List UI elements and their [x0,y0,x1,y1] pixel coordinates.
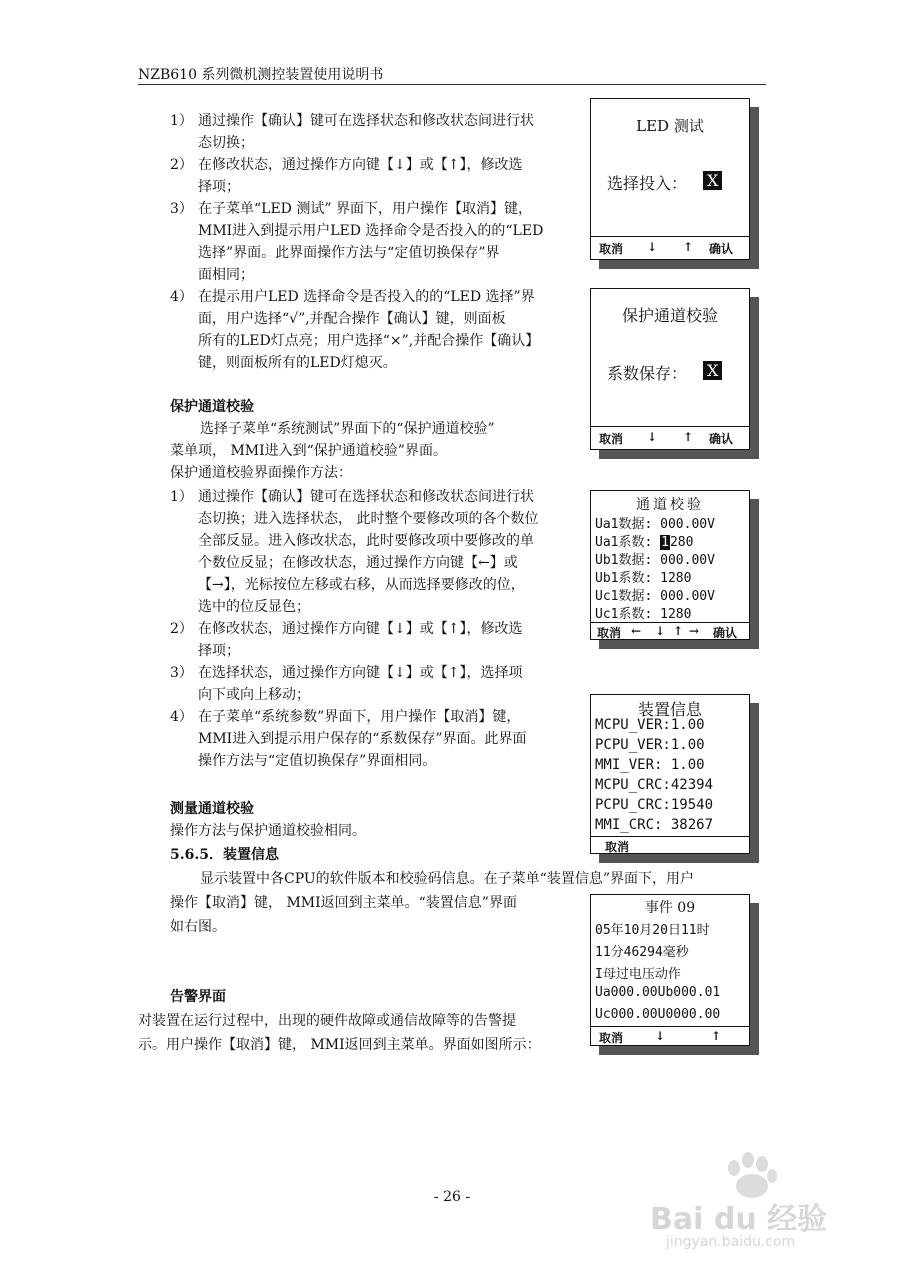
channel-confirm-key[interactable]: 确认 [713,626,738,640]
channel-calibration-screen [590,490,750,640]
coef-save-value[interactable]: X [703,361,722,380]
device-text-line2: 操作【取消】键， MMI返回到主菜单。“装置信息”界面 [170,895,517,911]
item-line: 个数位反显；在修改状态，通过操作方向键【←】或 [198,555,518,571]
channel-right-arrow-icon[interactable]: → [689,624,700,638]
coef-screen-title: 保护通道校验 [621,306,718,325]
channel-row: Ub1数据: 000.00V [595,553,715,568]
led-test-screen [590,98,750,260]
channel-row: Uc1系数: 1280 [595,607,692,622]
led-up-arrow-icon[interactable]: ↑ [683,240,694,254]
item-number: 1） [170,489,193,505]
alarm-text-line2: 示。用户操作【取消】键， MMI返回到主菜单。界面如图所示： [138,1037,541,1053]
channel-cursor-digit[interactable]: 1 [661,535,669,550]
item-line: MMI进入到提示用户LED 选择命令是否投入的的“LED [198,223,544,239]
header-rule [138,84,766,85]
watermark-brand: Bai du 经验 [650,1202,828,1237]
item-number: 4） [170,709,193,725]
item-line: 选择”界面。此界面操作方法与“定值切换保存”界 [198,245,500,261]
item-number: 1） [170,113,193,129]
device-text-line1: 显示装置中各CPU的软件版本和校验码信息。在子菜单“装置信息”界面下，用户 [200,871,694,887]
item-line: 态切换；进入选择状态， 此时整个要修改项的各个数位 [198,511,539,527]
page-number: - 26 - [433,1189,471,1205]
protect-intro-line1: 选择子菜单“系统测试”界面下的“保护通道校验” [200,421,495,437]
item-line: 态切换； [198,135,254,151]
event-cancel-key[interactable]: 取消 [599,1031,624,1045]
alarm-section-title: 告警界面 [170,989,226,1005]
coef-cancel-key[interactable]: 取消 [599,432,624,446]
item-line: 通过操作【确认】键可在选择状态和修改状态间进行状 [198,489,534,505]
item-line: 面，用户选择“√”,并配合操作【确认】键，则面板 [198,311,506,327]
device-info-row: PCPU_VER:1.00 [595,737,705,753]
event-row: Ua000.00Ub000.01 [595,985,721,1000]
channel-row: Uc1数据: 000.00V [595,589,715,604]
channel-left-arrow-icon[interactable]: ← [631,624,642,638]
event-softkey-bar [591,1026,749,1045]
measure-text: 操作方法与保护通道校验相同。 [170,823,366,839]
event-down-arrow-icon[interactable]: ↓ [655,1029,666,1043]
channel-screen-title: 通道校验 [636,497,704,513]
item-line: 在提示用户LED 选择命令是否投入的的“LED 选择”界 [198,289,535,305]
channel-row: Ua1数据: 000.00V [595,517,715,532]
item-line: 在选择状态，通过操作方向键【↓】或【↑】，选择项 [198,665,523,681]
device-info-row: MCPU_VER:1.00 [595,717,705,733]
channel-row [595,531,693,550]
device-screen-title: 装置信息 [637,700,702,719]
item-number: 3） [170,665,193,681]
alarm-text-line1: 对装置在运行过程中，出现的硬件故障或通信故障等的告警提 [138,1013,516,1029]
led-cancel-key[interactable]: 取消 [599,242,624,256]
watermark-url: jingyan.baidu.com [666,1234,796,1250]
baidu-watermark [646,1146,866,1256]
event-screen [590,894,750,1046]
device-softkey-bar [591,836,749,853]
measure-section-title: 测量通道校验 [170,801,254,817]
led-select-label: 选择投入： [607,174,688,193]
device-info-row: PCPU_CRC:19540 [595,797,714,813]
led-down-arrow-icon[interactable]: ↓ [647,240,658,254]
item-line: 通过操作【确认】键可在选择状态和修改状态间进行状 [198,113,534,129]
coef-up-arrow-icon[interactable]: ↑ [683,430,694,444]
document-header: NZB610 系列微机测控装置使用说明书 [138,67,384,83]
protect-section-title: 保护通道校验 [170,399,254,415]
channel-row-value: 280 [669,535,694,550]
item-line: 键，则面板所有的LED灯熄灭。 [198,355,397,371]
item-number: 2） [170,157,193,173]
protect-intro-line2: 菜单项， MMI进入到“保护通道校验”界面。 [170,443,447,459]
item-line: 所有的LED灯点亮；用户选择“×”,并配合操作【确认】 [198,333,540,349]
item-line: 在修改状态，通过操作方向键【↓】或【↑】，修改选 [198,157,523,173]
channel-down-arrow-icon[interactable]: ↓ [655,624,666,638]
led-screen-title: LED 测试 [636,117,704,135]
item-line: 操作方法与“定值切换保存”界面相同。 [198,753,437,769]
device-info-row: MMI_CRC: 38267 [595,817,714,833]
item-line: 在修改状态，通过操作方向键【↓】或【↑】，修改选 [198,621,523,637]
item-line: 择项； [198,179,240,195]
event-up-arrow-icon[interactable]: ↑ [711,1029,722,1043]
device-info-row: MCPU_CRC:42394 [595,777,714,793]
channel-row-label: Ua1系数: [595,535,661,550]
channel-softkey-bar [591,622,749,639]
event-row: I母过电压动作 [595,967,681,982]
coef-softkey-bar [591,426,749,449]
coef-save-screen [590,288,750,450]
item-line: 在子菜单“LED 测试” 界面下，用户操作【取消】键， [198,201,532,217]
led-select-value[interactable]: X [703,171,722,190]
item-line: 向下或向上移动； [198,687,310,703]
led-softkey-bar [591,236,749,259]
coef-confirm-key[interactable]: 确认 [709,432,734,446]
coef-down-arrow-icon[interactable]: ↓ [647,430,658,444]
item-line: 全部反显。进入修改状态，此时要修改项中要修改的单 [198,533,534,549]
item-line: 【→】，光标按位左移或右移，从而选择要修改的位， [198,577,525,593]
item-line: 面相同； [198,267,254,283]
coef-save-label: 系数保存： [607,364,688,383]
item-line: 择项； [198,643,240,659]
device-text-line3: 如右图。 [170,919,226,935]
channel-cancel-key[interactable]: 取消 [597,626,622,640]
device-info-row: MMI_VER: 1.00 [595,757,705,773]
channel-row: Ub1系数: 1280 [595,571,692,586]
protect-method: 保护通道校验界面操作方法： [170,465,352,481]
event-row: 05年10月20日11时 [595,923,710,938]
item-line: 在子菜单“系统参数”界面下，用户操作【取消】键， [198,709,521,725]
device-cancel-key[interactable]: 取消 [605,840,630,854]
event-title: 事件 09 [644,900,696,916]
item-number: 4） [170,289,193,305]
led-confirm-key[interactable]: 确认 [709,242,734,256]
channel-up-arrow-icon[interactable]: ↑ [673,624,684,638]
item-number: 2） [170,621,193,637]
event-row: Uc000.00U0000.00 [595,1007,721,1022]
device-section-title: 5.6.5．装置信息 [170,847,279,863]
item-number: 3） [170,201,193,217]
event-row: 11分46294毫秒 [595,945,689,960]
item-line: MMI进入到提示用户保存的“系数保存”界面。此界面 [198,731,527,747]
item-line: 选中的位反显色； [198,599,310,615]
device-info-screen [590,694,750,854]
